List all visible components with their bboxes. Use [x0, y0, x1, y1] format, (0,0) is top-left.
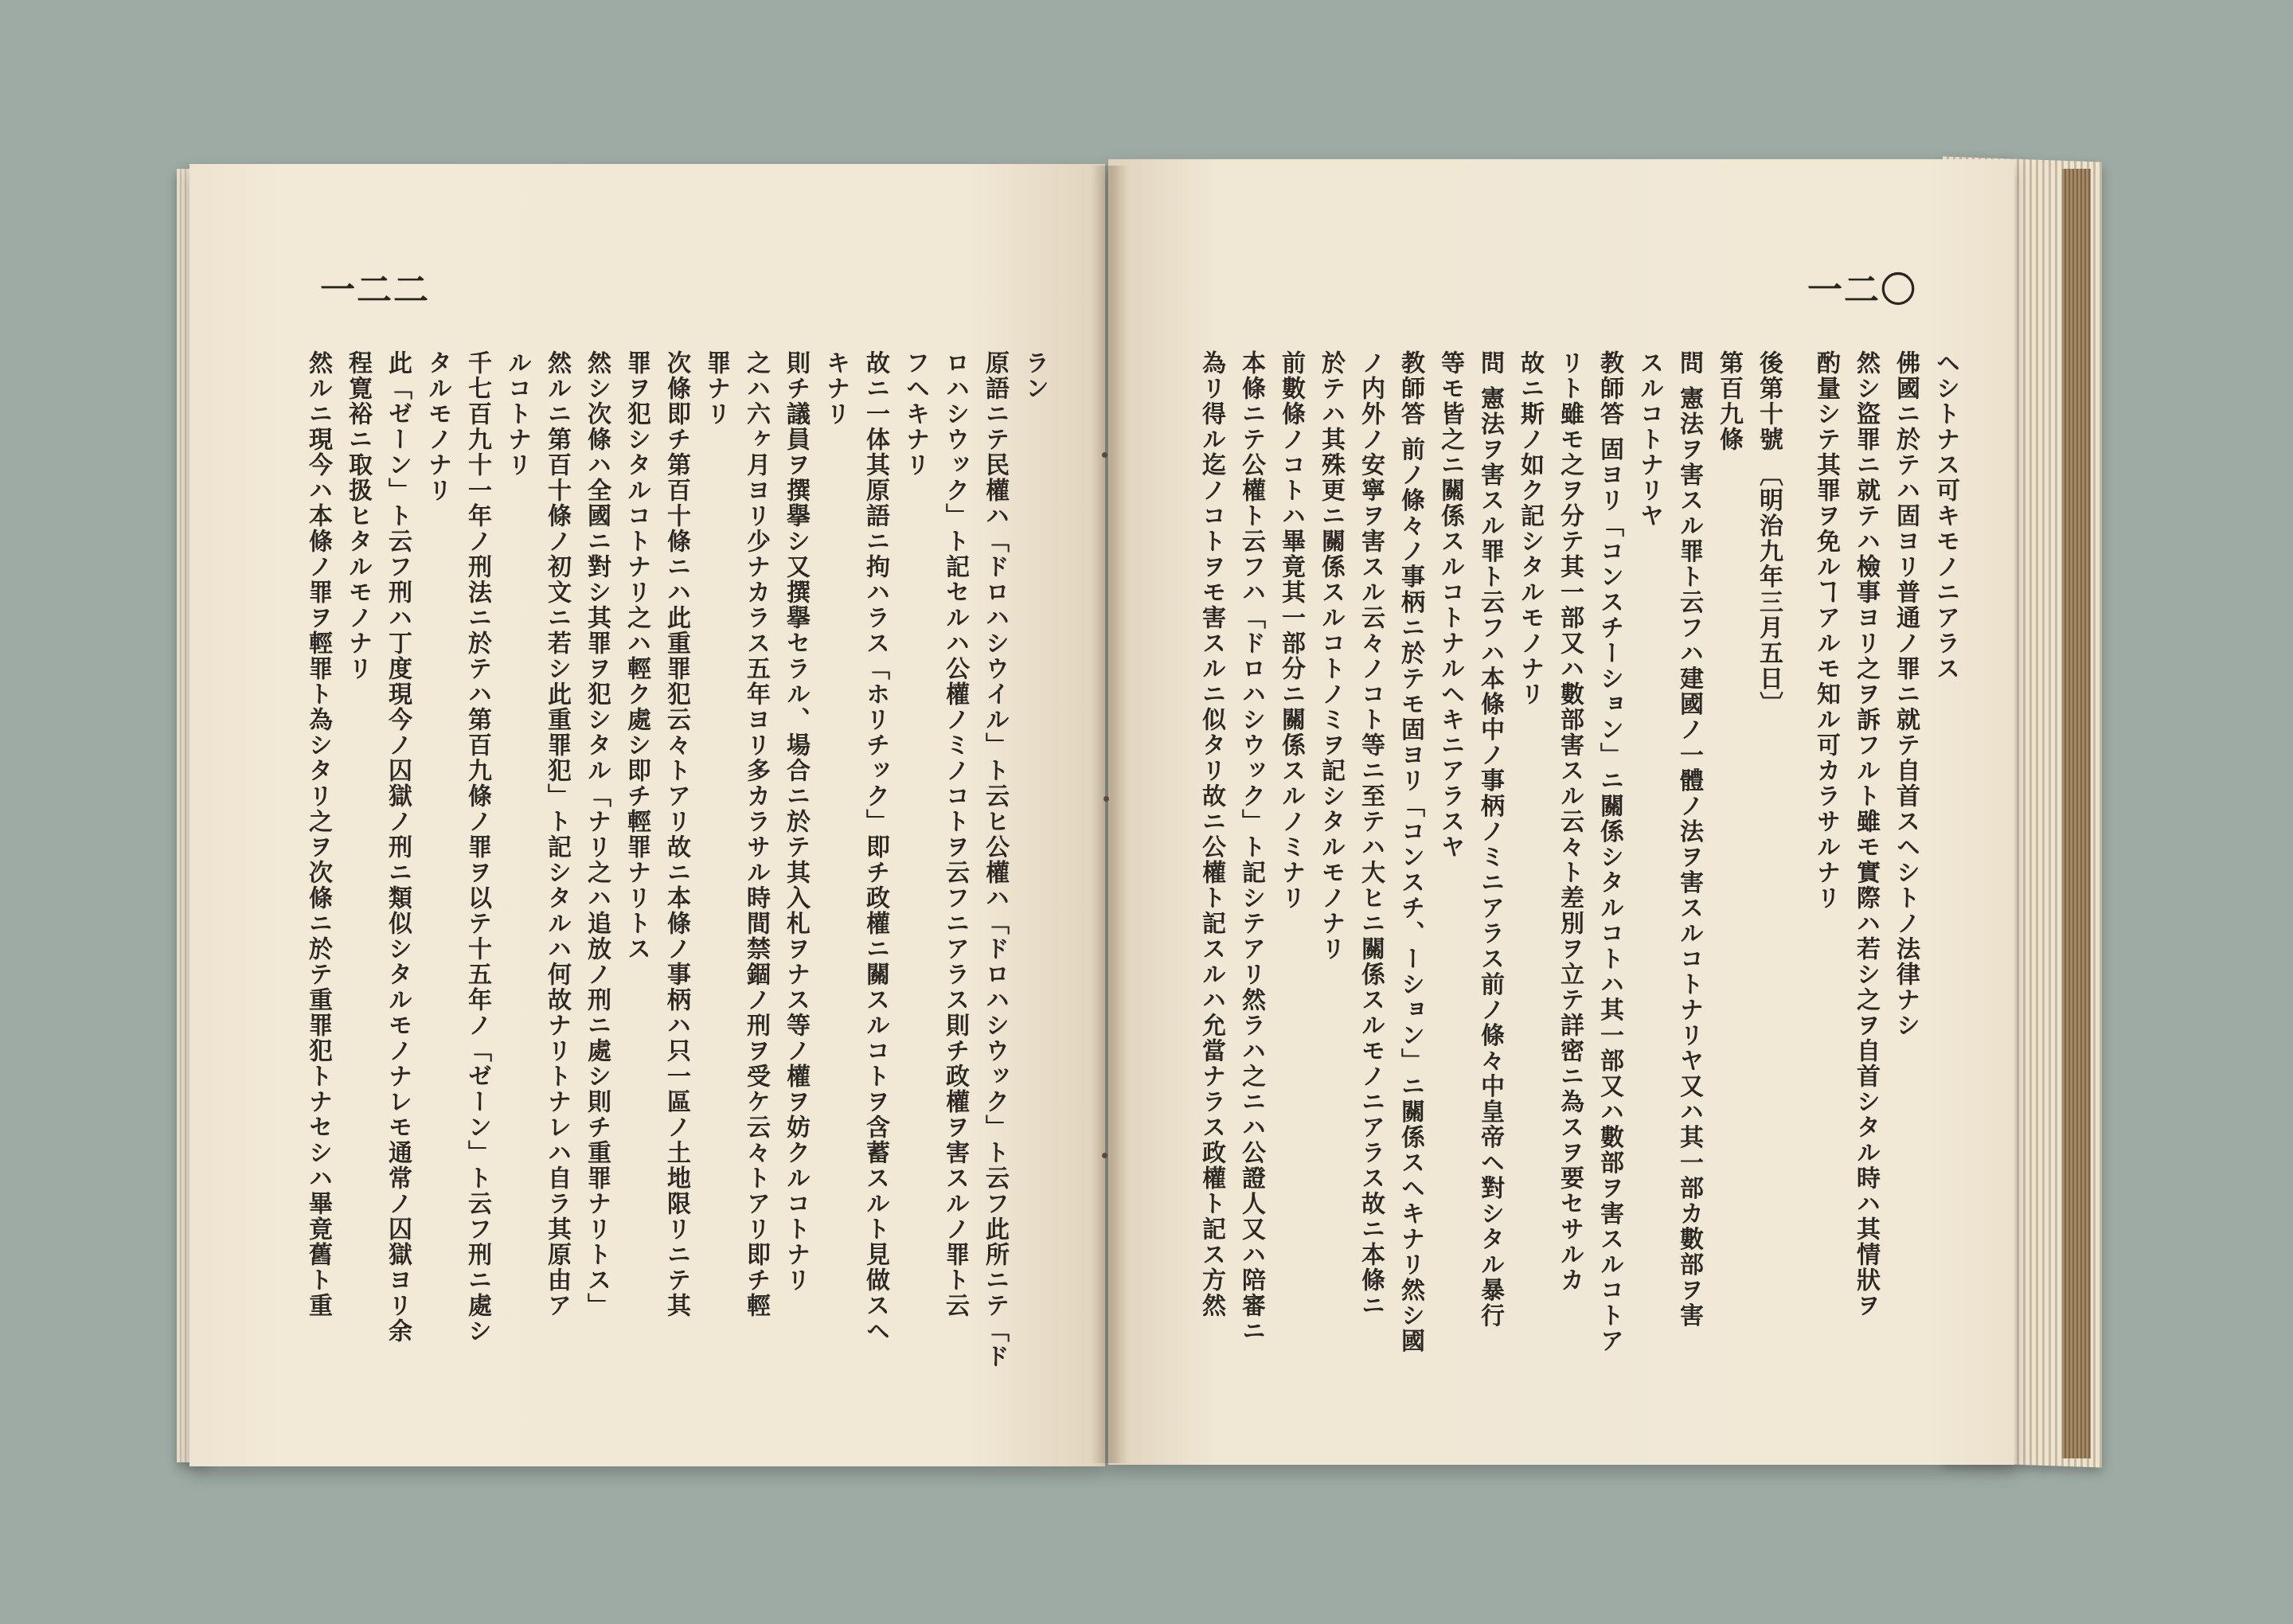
text-column: スルコトナリヤ: [1635, 350, 1663, 529]
text-column: 千七百九十一年ノ刑法ニ於テハ第百九條ノ罪ヲ以テ十五年ノ「ゼーン」ト云フ刑ニ處シ: [463, 350, 491, 1344]
text-column: 然シ盜罪ニ就テハ檢事ヨリ之ヲ訴フルト雖モ實際ハ若シ之ヲ自首シタル時ハ其情狀ヲ: [1852, 350, 1880, 1318]
text-column: 教師答 固ヨリ「コンスチーション」ニ關係シタルコトハ其一部又ハ數部ヲ害スルコトア: [1596, 350, 1623, 1354]
binding-stitch: [1104, 796, 1109, 802]
text-column: [1788, 350, 1806, 1417]
text-column: ルコトナリ: [503, 350, 531, 478]
book-gutter: [1091, 166, 1127, 1463]
text-column: 故ニ一体其原語ニ拘ハラス「ホリチック」即チ政權ニ關スルコトヲ含蓄スルト見做スヘ: [861, 350, 889, 1344]
left-page-number: 一二二: [320, 270, 430, 310]
text-column: 前數條ノコトハ畢竟其一部分ニ關係スルノミナリ: [1277, 350, 1305, 911]
right-page-text: [1185, 350, 1965, 1417]
text-column: 之ハ六ヶ月ヨリ少ナカラス五年ヨリ多カラサル時間禁錮ノ刑ヲ受ケ云々トアリ即チ輕: [742, 350, 770, 1318]
text-column: リト雖モ之ヲ分テ其一部又ハ數部害スル云々ト差別ヲ立テ詳密ニ為スヲ要セサルカ: [1556, 350, 1584, 1293]
text-column: ヘシトナス可キモノニアラス: [1932, 350, 1959, 681]
text-column: ノ内外ノ安寧ヲ害スル云々ノコト等ニ至テハ大ヒニ關係スルモノニアラス故ニ本條ニ: [1357, 350, 1385, 1318]
text-column: 於テハ其殊更ニ關係スルコトノミヲ記シタルモノナリ: [1317, 350, 1345, 962]
left-page-text: [266, 350, 1054, 1417]
text-column: タルモノナリ: [424, 350, 451, 503]
text-column: ロハシウック」ト記セルハ公權ノミノコトヲ云フニアラス則チ政權ヲ害スルノ罪ト云: [941, 350, 969, 1318]
text-column: 問 憲法ヲ害スル罪ト云フハ建國ノ一體ノ法ヲ害スルコトナリヤ又ハ其一部カ數部ヲ害: [1675, 350, 1703, 1329]
text-column: 次條即チ第百十條ニハ此重罪犯云々トアリ故ニ本條ノ事柄ハ只一區ノ土地限リニテ其: [662, 350, 690, 1318]
binding-stitch: [1102, 452, 1107, 458]
text-column: 本條ニテ公權ト云フハ「ドロハシウック」ト記シテアリ然ラハ之ニハ公證人又ハ陪審ニ: [1237, 350, 1265, 1344]
right-page-number: 一二〇: [1807, 270, 1917, 310]
text-column: 然ルニ第百十條ノ初文ニ若シ此重罪犯」ト記シタルハ何故ナリトナレハ自ラ其原由ア: [543, 350, 571, 1318]
text-column: 程寛裕ニ取扱ヒタルモノナリ: [344, 350, 372, 681]
text-column: 為リ得ル迄ノコトヲモ害スルニ似タリ故ニ公權ト記スルハ允當ナラス政權ト記ス方然: [1197, 350, 1225, 1318]
text-column: ラン: [1021, 350, 1049, 401]
text-column: 罪ナリ: [702, 350, 730, 427]
text-column: 然ルニ現今ハ本條ノ罪ヲ輕罪ト為シタリ之ヲ次條ニ於テ重罪犯トナセシハ畢竟舊ト重: [304, 350, 332, 1318]
binding-stitch: [1102, 1153, 1107, 1158]
text-column: 故ニ斯ノ如ク記シタルモノナリ: [1516, 350, 1544, 707]
text-column: 則チ議員ヲ撰擧シ又撰擧セラル、場合ニ於テ其入札ヲナス等ノ權ヲ妨クルコトナリ: [782, 350, 810, 1293]
right-cover-edge: [2062, 169, 2091, 1458]
text-column: 等モ皆之ニ關係スルコトナルヘキニアラスヤ: [1436, 350, 1464, 860]
text-column: キナリ: [822, 350, 850, 427]
text-column: 後第十號 〔明治九年三月五日〕: [1755, 350, 1783, 717]
text-column: フヘキナリ: [901, 350, 929, 478]
text-column: 教師答 前ノ條々ノ事柄ニ於テモ固ヨリ「コンスチ、ーション」ニ關係スヘキナリ然シ國: [1397, 350, 1424, 1354]
text-column: 問 憲法ヲ害スル罪ト云フハ本條中ノ事柄ノミニアラス前ノ條々中皇帝ヘ對シタル暴行: [1476, 350, 1504, 1329]
text-column: 第百九條: [1715, 350, 1743, 452]
text-column: 酌量シテ其罪ヲ免ルヿアルモ知ル可カラサルナリ: [1812, 350, 1840, 911]
text-column: 此「ゼーン」ト云フ刑ハ丁度現今ノ囚獄ノ刑ニ類似シタルモノナレモ通常ノ囚獄ヨリ余: [384, 350, 412, 1344]
text-column: 原語ニテ民權ハ「ドロハシウイル」ト云ヒ公權ハ「ドロハシウック」ト云フ此所ニテ「ド: [981, 350, 1009, 1369]
text-column: 罪ヲ犯シタルコトナリ之ハ輕ク處シ即チ輕罪ナリトス: [623, 350, 650, 962]
text-column: 然シ次條ハ全國ニ對シ其罪ヲ犯シタル「ナリ之ハ追放ノ刑ニ處シ則チ重罪ナリトス」: [583, 350, 611, 1318]
text-column: 佛國ニ於テハ固ヨリ普通ノ罪ニ就テ自首スヘシトノ法律ナシ: [1892, 350, 1920, 1038]
